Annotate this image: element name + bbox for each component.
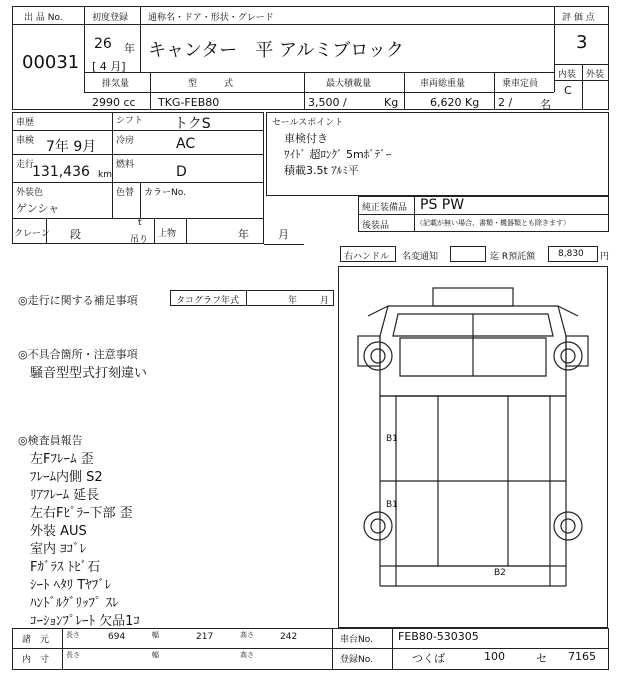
model-code-label: 型 式	[188, 79, 234, 89]
sales-point-line-1: 車検付き	[284, 132, 328, 145]
registration-label: 登録No.	[340, 655, 373, 665]
crane-hoist: 吊り	[130, 235, 149, 245]
crane-stage: 段	[70, 228, 81, 241]
truck-diagram	[338, 266, 608, 628]
length-label: 長さ	[66, 631, 80, 639]
aftermarket-label: 後装品	[362, 221, 390, 231]
body-label: 上物	[158, 229, 177, 239]
aftermarket-note: （記載が無い場合、書類・機器類とも除きます）	[416, 219, 570, 227]
body-month: 月	[278, 228, 289, 241]
width-value: 217	[196, 632, 214, 642]
height-value: 242	[280, 632, 298, 642]
interior-label: 内装	[558, 70, 577, 80]
inspector-line-8: ｼｰﾄ ﾍﾀﾘ Tﾔﾌﾞﾚ	[30, 578, 112, 593]
inspector-line-5: 外装 AUS	[30, 524, 87, 539]
registration-year-unit: 年	[124, 42, 135, 55]
exterior-label: 外装	[586, 70, 605, 80]
crane-ton: t	[138, 218, 142, 228]
recycle-unit: 円	[600, 252, 610, 262]
capacity-unit: 名	[540, 98, 551, 111]
name-change-box	[450, 246, 486, 262]
genuine-equipment-value: PS PW	[420, 197, 465, 213]
fuel-value: D	[176, 164, 187, 180]
footer-frame	[12, 628, 609, 670]
dims-label: 諸 元	[22, 635, 50, 645]
lot-number: 00031	[22, 52, 80, 73]
registration-number: 7165	[568, 650, 596, 663]
tachograph-label: タコグラフ年式	[176, 296, 240, 306]
interior-height-label: 高さ	[240, 651, 254, 659]
running-notes-label: ◎走行に関する補足事項	[18, 294, 138, 307]
mileage-unit: km	[98, 170, 112, 180]
max-load-unit: Kg	[384, 96, 399, 109]
damage-mark-2: B1	[386, 500, 398, 510]
sales-points-label: セールスポイント	[272, 118, 344, 128]
shift-value: トクS	[174, 116, 211, 132]
sales-point-line-2: ﾜｲﾄﾞ 超ﾛﾝｸﾞ 5mﾎﾞﾃﾞｰ	[284, 148, 392, 161]
ac-value: AC	[176, 136, 196, 152]
ac-label: 冷房	[116, 136, 135, 146]
color-number-label: カラーNo.	[144, 188, 186, 198]
inspector-line-6: 室内 ﾖｺﾞﾚ	[30, 542, 87, 557]
inspection-label: 車検	[16, 136, 35, 146]
color-label: 外装色	[16, 188, 44, 198]
inspection-value: 7年 9月	[46, 139, 97, 155]
registration-month: [ 4 月]	[92, 60, 126, 73]
interior-score: C	[564, 84, 572, 97]
displacement-value: 2990 cc	[92, 96, 136, 109]
capacity-label: 乗車定員	[502, 79, 539, 89]
width-label: 幅	[152, 631, 159, 639]
gross-weight-label: 車両総重量	[420, 79, 466, 89]
max-load-value: 3,500 /	[308, 96, 347, 109]
interior-length-label: 長さ	[66, 651, 80, 659]
chassis-value: FEB80-530305	[398, 630, 479, 643]
damage-mark-3: B2	[494, 568, 506, 578]
right-handle-label: 右ハンドル	[344, 252, 390, 262]
history-label: 車歴	[16, 118, 35, 128]
length-value: 694	[108, 632, 126, 642]
body-year: 年	[238, 228, 249, 241]
inspector-line-1: 左Fﾌﾚｰﾑ 歪	[30, 452, 94, 467]
interior-width-label: 幅	[152, 651, 159, 659]
color-value: ゲンシャ	[16, 202, 60, 215]
model-name: キャンター 平 アルミブロック	[148, 40, 404, 61]
inspector-line-7: Fｶﾞﾗｽ ﾄﾋﾞ石	[30, 560, 101, 575]
registration-area: つくば	[412, 652, 445, 665]
defect-notes-text: 騒音型型式打刻違い	[30, 366, 148, 381]
inspector-line-10: ｺｰｼｮﾝﾌﾟﾚｰﾄ 欠品1ｺ	[30, 614, 140, 629]
recycle-label: 迄 R預託額	[490, 252, 536, 262]
inspector-line-9: ﾊﾝﾄﾞﾙｸﾞﾘｯﾌﾟ ｽﾚ	[30, 596, 119, 611]
defect-notes-label: ◎不具合箇所・注意事項	[18, 348, 138, 361]
capacity-value: 2 /	[498, 96, 513, 109]
lot-label: 出 品 No.	[24, 13, 63, 23]
name-change-label: 名変通知	[402, 252, 439, 262]
score-label: 評 価 点	[562, 13, 595, 23]
height-label: 高さ	[240, 631, 254, 639]
inspector-line-2: ﾌﾚｰﾑ内側 S2	[30, 470, 103, 485]
damage-mark-1: B1	[386, 434, 398, 444]
sales-point-line-3: 積載3.5t ｱﾙﾐ平	[284, 164, 359, 177]
displacement-label: 排気量	[102, 79, 130, 89]
color-change-label: 色替	[116, 188, 135, 198]
inspector-line-4: 左右Fﾋﾟﾗｰ下部 歪	[30, 506, 133, 521]
recycle-value: 8,830	[558, 249, 584, 259]
first-registration-label: 初度登録	[92, 13, 129, 23]
tachograph-month: 月	[320, 296, 330, 306]
inspector-report-label: ◎検査員報告	[18, 434, 83, 447]
chassis-label: 車台No.	[340, 635, 373, 645]
genuine-equipment-label: 純正装備品	[362, 203, 408, 213]
interior-dims-label: 内 寸	[22, 655, 50, 665]
shift-label: シフト	[116, 116, 144, 126]
mileage-label: 走行	[16, 160, 35, 170]
model-code-value: TKG-FEB80	[158, 96, 220, 109]
registration-kana: セ	[536, 652, 547, 665]
max-load-label: 最大積載量	[326, 79, 372, 89]
registration-year: 26	[94, 36, 112, 52]
inspector-line-3: ﾘｱﾌﾚｰﾑ 延長	[30, 488, 100, 503]
score-value: 3	[576, 32, 588, 53]
vehicle-name-label: 通称名・ドア・形状・グレード	[148, 13, 274, 23]
mileage-value: 131,436	[32, 164, 90, 180]
registration-class: 100	[484, 650, 505, 663]
fuel-label: 燃料	[116, 160, 135, 170]
gross-weight-value: 6,620 Kg	[430, 96, 480, 109]
crane-label: クレーン	[14, 229, 50, 239]
tachograph-year: 年	[288, 296, 298, 306]
